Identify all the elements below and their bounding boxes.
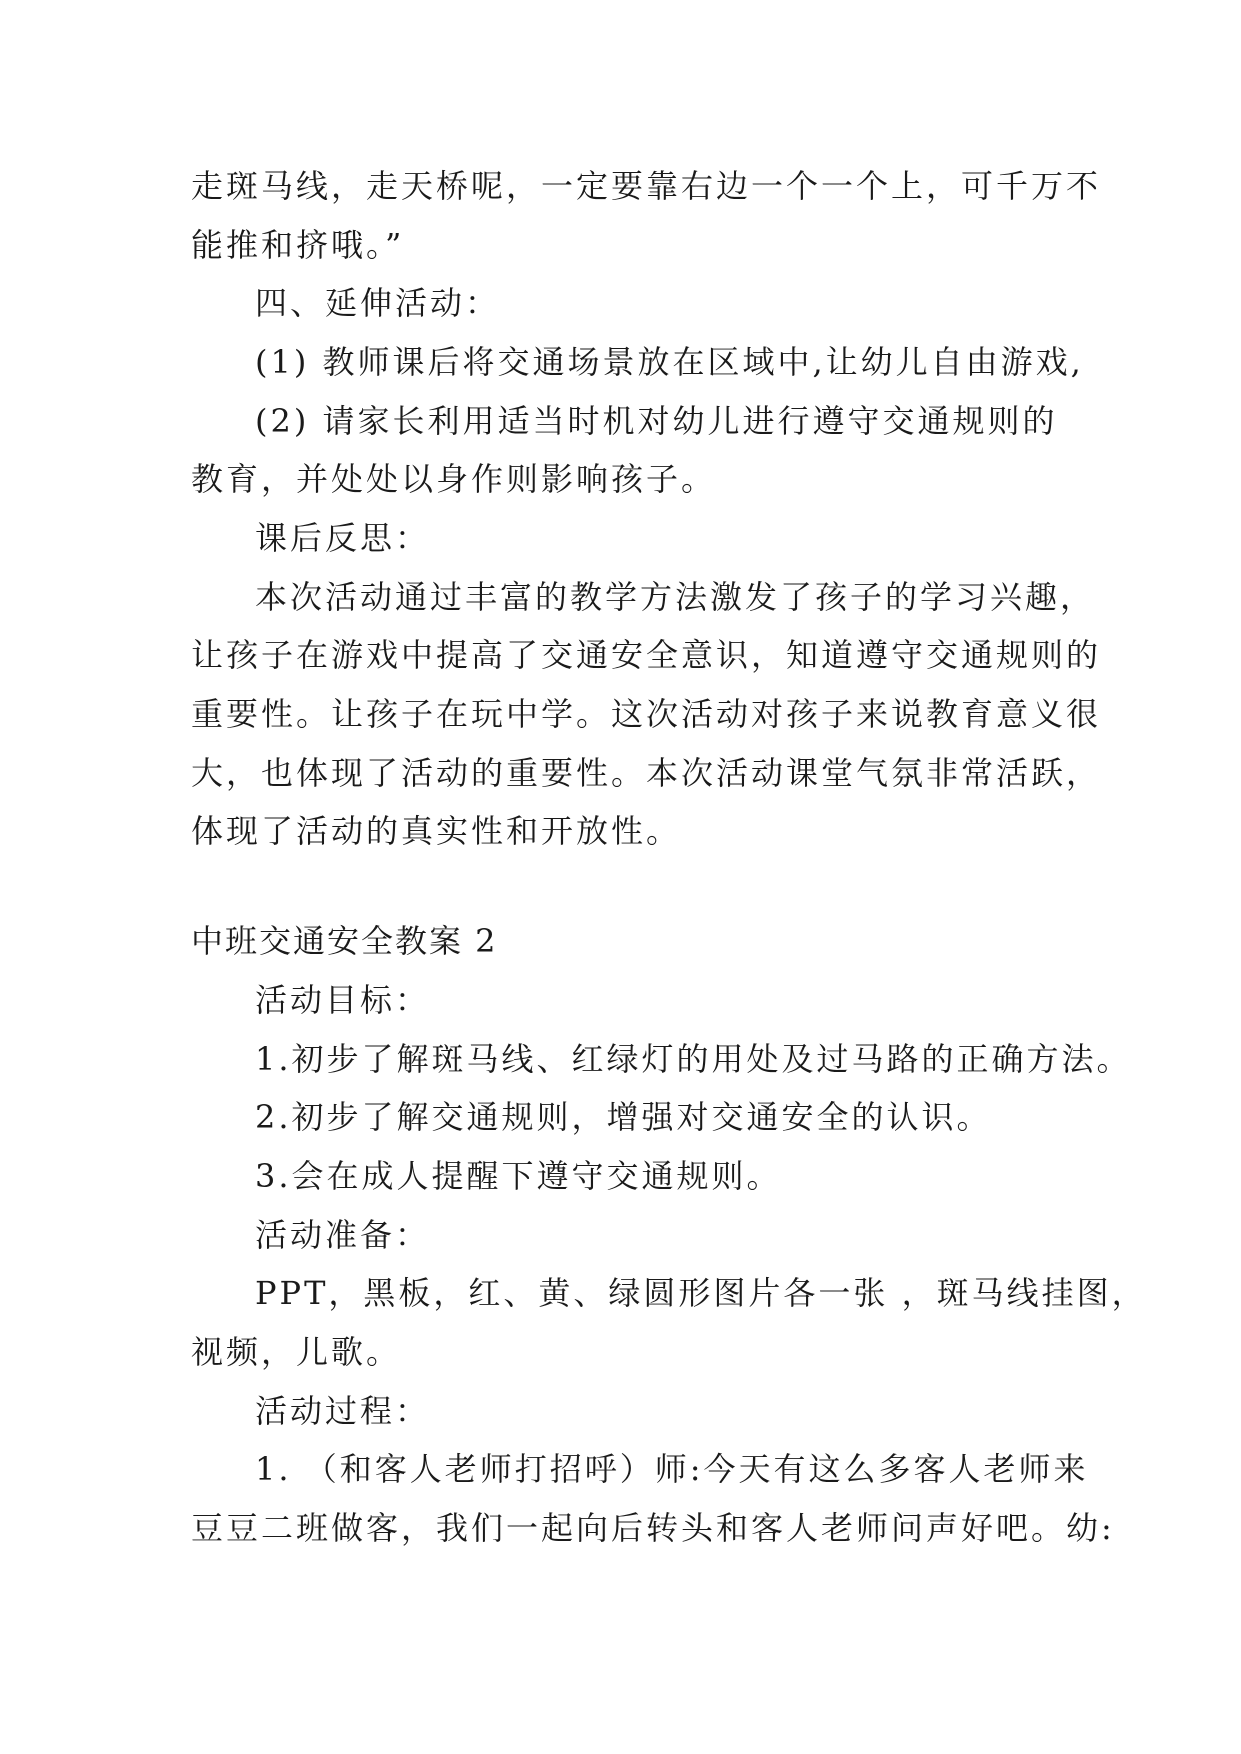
section-heading: 四、延伸活动： xyxy=(255,284,501,322)
list-item: 1. （和客人老师打招呼）师:今天有这么多客人老师来 xyxy=(255,1450,1089,1488)
text-line: 豆豆二班做客，我们一起向后转头和客人老师问声好吧。幼: xyxy=(191,1509,1115,1547)
list-item: 3.会在成人提醒下遵守交通规则。 xyxy=(255,1157,782,1195)
text-line: 教育，并处处以身作则影响孩子。 xyxy=(191,460,717,498)
text-line: 视频，儿歌。 xyxy=(191,1333,402,1371)
text-line: PPT，黑板，红、黄、绿圆形图片各一张 ，斑马线挂图， xyxy=(255,1274,1147,1312)
section-heading: 活动过程： xyxy=(255,1392,431,1430)
list-item: (2) 请家长利用适当时机对幼儿进行遵守交通规则的 xyxy=(255,402,1058,440)
section-heading: 活动准备： xyxy=(255,1216,431,1254)
text-line: 走斑马线，走天桥呢，一定要靠右边一个一个上，可千万不 xyxy=(191,167,1102,205)
section-heading: 活动目标： xyxy=(255,981,431,1019)
text-line: 能推和挤哦。” xyxy=(191,226,405,264)
text-line: 本次活动通过丰富的教学方法激发了孩子的学习兴趣， xyxy=(255,578,1096,616)
text-line: 体现了活动的真实性和开放性。 xyxy=(191,812,682,850)
text-line: 重要性。让孩子在玩中学。这次活动对孩子来说教育意义很 xyxy=(191,695,1102,733)
text-line: 大，也体现了活动的重要性。本次活动课堂气氛非常活跃， xyxy=(191,754,1102,792)
list-item: 1.初步了解斑马线、红绿灯的用处及过马路的正确方法。 xyxy=(255,1040,1132,1078)
text-line: 让孩子在游戏中提高了交通安全意识，知道遵守交通规则的 xyxy=(191,636,1102,674)
list-item: (1) 教师课后将交通场景放在区域中,让幼儿自由游戏, xyxy=(255,343,1084,381)
document-title: 中班交通安全教案 2 xyxy=(191,922,498,960)
section-heading: 课后反思： xyxy=(255,519,431,557)
list-item: 2.初步了解交通规则，增强对交通安全的认识。 xyxy=(255,1098,992,1136)
